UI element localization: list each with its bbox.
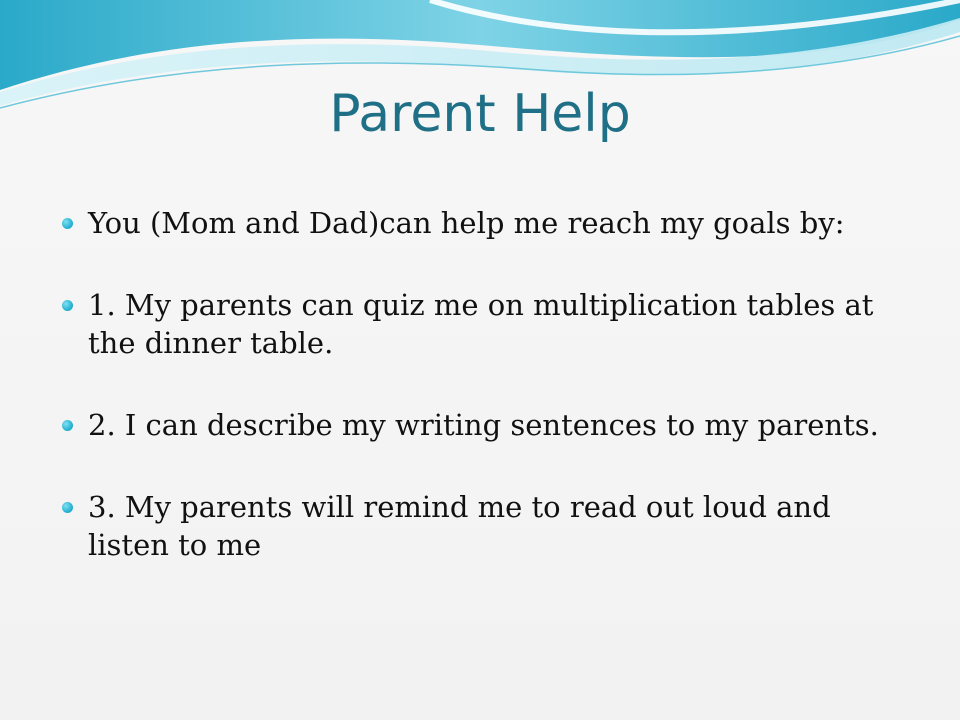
bullet-dot-icon xyxy=(62,218,73,229)
bullet-text: You (Mom and Dad)can help me reach my goals by: xyxy=(88,206,845,240)
bullet-text: 1. My parents can quiz me on multiplication tables at the dinner table. xyxy=(88,288,874,360)
bullet-text: 3. My parents will remind me to read out loud and listen to me xyxy=(88,490,831,562)
bullet-dot-icon xyxy=(62,300,73,311)
page-title: Parent Help xyxy=(329,84,631,144)
bullet-list xyxy=(60,204,890,564)
list-item xyxy=(60,286,890,362)
bullet-dot-icon xyxy=(62,420,73,431)
list-item xyxy=(60,406,890,444)
bullet-text: 2. I can describe my writing sentences to my parents. xyxy=(88,408,879,442)
list-item xyxy=(60,488,890,564)
bullet-dot-icon xyxy=(62,502,73,513)
list-item xyxy=(60,204,890,242)
